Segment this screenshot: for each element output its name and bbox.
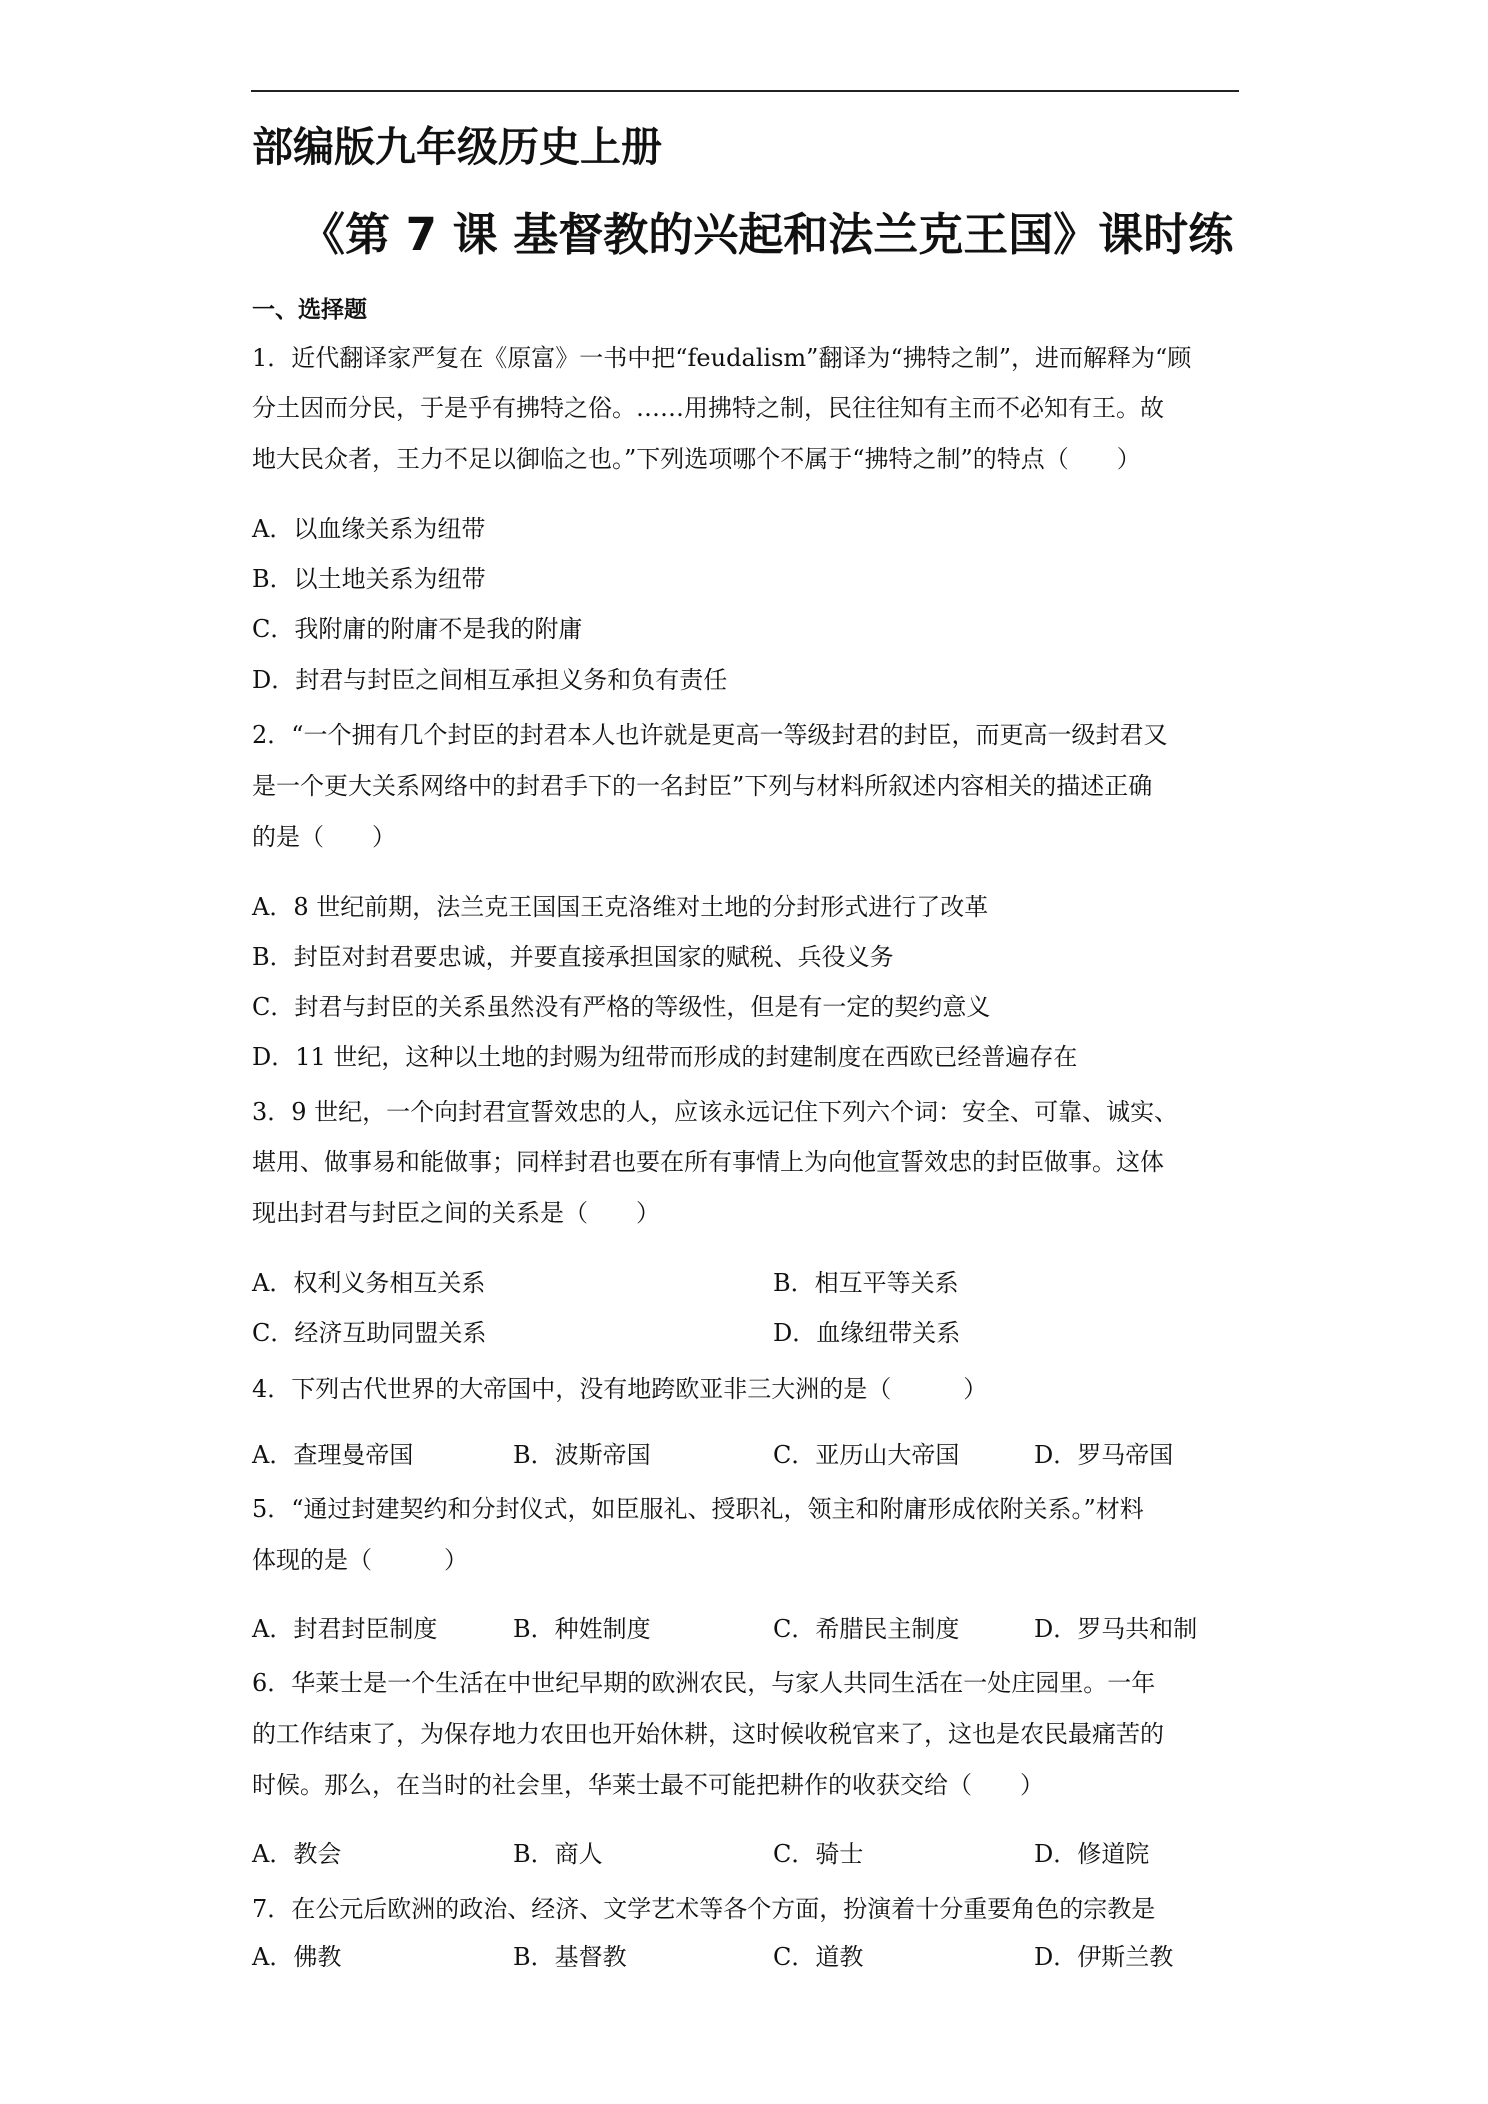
question-text-line: 的工作结束了，为保存地力农田也开始休耕，这时候收税官来了，这也是农民最痛苦的: [252, 1720, 1164, 1748]
header-rule: [251, 90, 1239, 92]
question-text-line: 现出封君与封臣之间的关系是（ ）: [252, 1199, 660, 1227]
option-a: A．封君封臣制度: [252, 1615, 438, 1643]
option-b: B．以土地关系为纽带: [252, 565, 486, 593]
question-text-line: 3．9 世纪，一个向封君宣誓效忠的人，应该永远记住下列六个词：安全、可靠、诚实、: [252, 1098, 1179, 1126]
question-text-line: 堪用、做事易和能做事；同样封君也要在所有事情上为向他宣誓效忠的封臣做事。这体: [252, 1148, 1164, 1176]
option-b: B．基督教: [513, 1943, 627, 1971]
option-b: B．种姓制度: [513, 1615, 651, 1643]
page-title: 部编版九年级历史上册: [252, 123, 662, 171]
option-c: C．封君与封臣的关系虽然没有严格的等级性，但是有一定的契约意义: [252, 993, 991, 1021]
question-text-line: 分土因而分民，于是乎有拂特之俗。……用拂特之制，民往往知有主而不必知有王。故: [252, 394, 1164, 422]
question-text-line: 4．下列古代世界的大帝国中，没有地跨欧亚非三大洲的是（ ）: [252, 1375, 988, 1403]
question-text-line: 时候。那么，在当时的社会里，华莱士最不可能把耕作的收获交给（ ）: [252, 1771, 1044, 1799]
question-text-line: 体现的是（ ）: [252, 1546, 468, 1574]
question-text-line: 的是（ ）: [252, 823, 396, 851]
question-text-line: 7．在公元后欧洲的政治、经济、文学艺术等各个方面，扮演着十分重要角色的宗教是: [252, 1895, 1156, 1923]
question-text-line: 5．“通过封建契约和分封仪式，如臣服礼、授职礼，领主和附庸形成依附关系。”材料: [252, 1495, 1144, 1523]
question-text-line: 是一个更大关系网络中的封君手下的一名封臣”下列与材料所叙述内容相关的描述正确: [252, 772, 1153, 800]
option-d: D．11 世纪，这种以土地的封赐为纽带而形成的封建制度在西欧已经普遍存在: [252, 1043, 1078, 1071]
option-c: C．道教: [773, 1943, 864, 1971]
option-d: D．罗马帝国: [1034, 1441, 1174, 1469]
option-a: A．以血缘关系为纽带: [252, 515, 486, 543]
option-d: D．封君与封臣之间相互承担义务和负有责任: [252, 666, 728, 694]
option-c: C．亚历山大帝国: [773, 1441, 960, 1469]
option-d: D．修道院: [1034, 1840, 1150, 1868]
option-c: C．骑士: [773, 1840, 864, 1868]
option-a: A．教会: [252, 1840, 342, 1868]
option-a: A．8 世纪前期，法兰克王国国王克洛维对土地的分封形式进行了改革: [252, 893, 989, 921]
question-text-line: 地大民众者，王力不足以御临之也。”下列选项哪个不属于“拂特之制”的特点（ ）: [252, 445, 1141, 473]
option-d: D．伊斯兰教: [1034, 1943, 1174, 1971]
option-a: A．佛教: [252, 1943, 342, 1971]
option-b: B．相互平等关系: [773, 1269, 959, 1297]
option-b: B．封臣对封君要忠诚，并要直接承担国家的赋税、兵役义务: [252, 943, 894, 971]
option-d: D．血缘纽带关系: [773, 1319, 961, 1347]
question-text-line: 1．近代翻译家严复在《原富》一书中把“feudalism”翻译为“拂特之制”，进而解释为“顾: [252, 344, 1192, 372]
option-c: C．我附庸的附庸不是我的附庸: [252, 615, 583, 643]
option-a: A．权利义务相互关系: [252, 1269, 486, 1297]
question-text-line: 6．华莱士是一个生活在中世纪早期的欧洲农民，与家人共同生活在一处庄园里。一年: [252, 1669, 1156, 1697]
lesson-subtitle: 《第 7 课 基督教的兴起和法兰克王国》课时练: [300, 208, 1234, 261]
section-title: 一、选择题: [252, 297, 367, 323]
question-text-line: 2．“一个拥有几个封臣的封君本人也许就是更高一等级封君的封臣，而更高一级封君又: [252, 721, 1168, 749]
option-c: C．希腊民主制度: [773, 1615, 960, 1643]
option-b: B．商人: [513, 1840, 603, 1868]
option-c: C．经济互助同盟关系: [252, 1319, 487, 1347]
option-b: B．波斯帝国: [513, 1441, 651, 1469]
option-a: A．查理曼帝国: [252, 1441, 414, 1469]
option-d: D．罗马共和制: [1034, 1615, 1198, 1643]
